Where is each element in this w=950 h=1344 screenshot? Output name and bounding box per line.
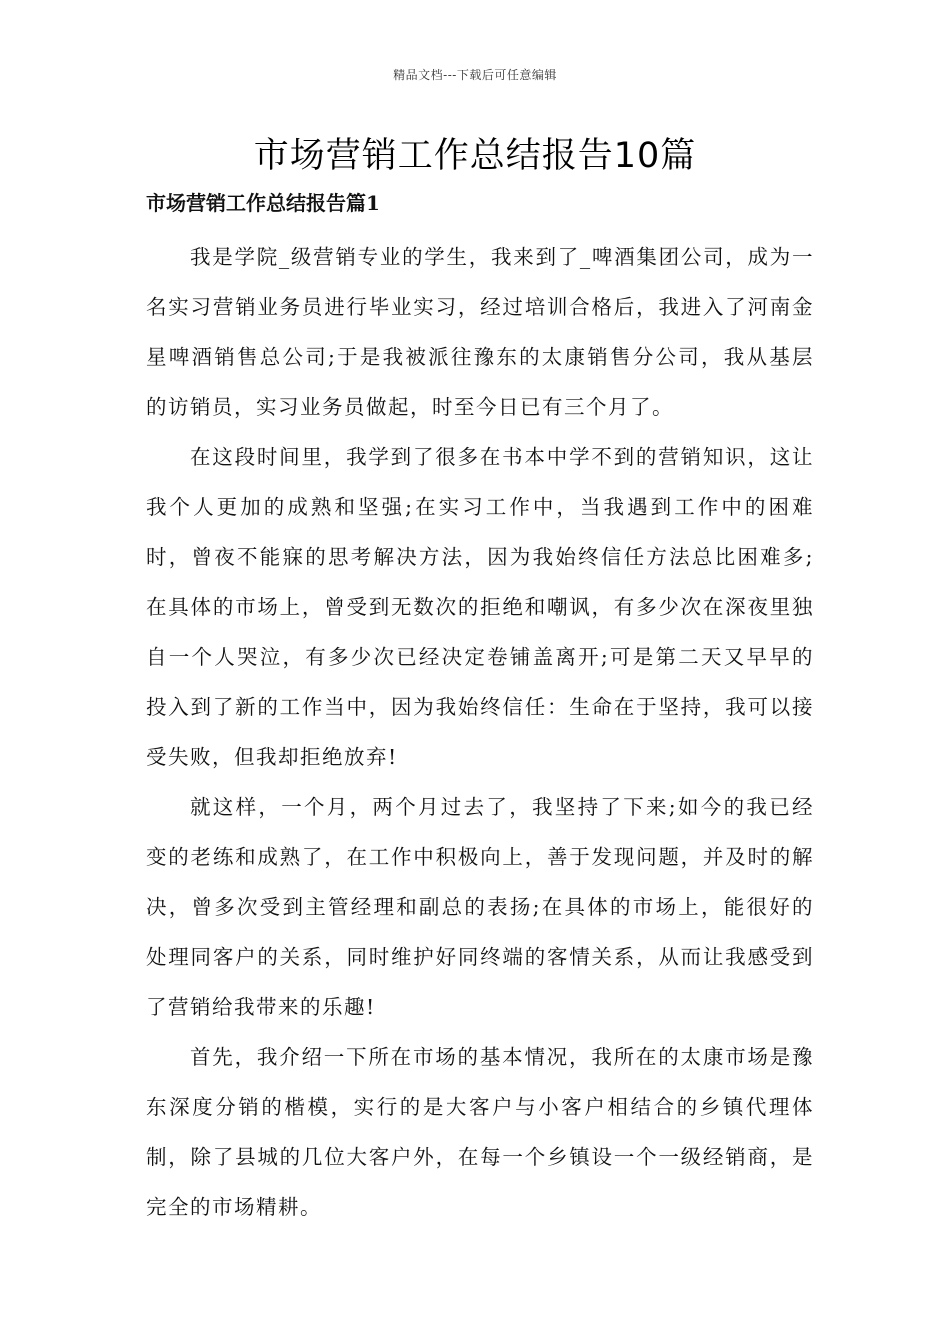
document-body: [146, 232, 814, 1232]
section-heading: 市场营销工作总结报告篇1: [146, 191, 380, 215]
paragraph-2: 在这段时间里，我学到了很多在书本中学不到的营销知识，这让我个人更加的成熟和坚强;在实习工作中，当我遇到工作中的困难时，曾夜不能寐的思考解决方法，因为我始终信任方法总比困难多;在具体的市场上，曾受到无数次的拒绝和嘲讽，有多少次在深夜里独自一个人哭泣，有多少次已经决定卷铺盖离开;可是第二天又早早的投入到了新的工作当中，因为我始终信任：生命在于坚持，我可以接受失败，但我却拒绝放弃!: [146, 445, 814, 769]
paragraph-4: 首先，我介绍一下所在市场的基本情况，我所在的太康市场是豫东深度分销的楷模，实行的是大客户与小客户相结合的乡镇代理体制，除了县城的几位大客户外，在每一个乡镇设一个一级经销商，是完全的市场精耕。: [146, 1045, 814, 1219]
document-title: 市场营销工作总结报告10篇: [253, 136, 697, 176]
header-note: 精品文档---下载后可任意编辑: [393, 68, 557, 82]
paragraph-1: 我是学院_级营销专业的学生，我来到了_啤酒集团公司，成为一名实习营销业务员进行毕业实习，经过培训合格后，我进入了河南金星啤酒销售总公司;于是我被派往豫东的太康销售分公司，我从基层的访销员，实习业务员做起，时至今日已有三个月了。: [146, 245, 814, 419]
paragraph-3: 就这样，一个月，两个月过去了，我坚持了下来;如今的我已经变的老练和成熟了，在工作中积极向上，善于发现问题，并及时的解决，曾多次受到主管经理和副总的表扬;在具体的市场上，能很好的处理同客户的关系，同时维护好同终端的客情关系，从而让我感受到了营销给我带来的乐趣!: [146, 795, 814, 1019]
